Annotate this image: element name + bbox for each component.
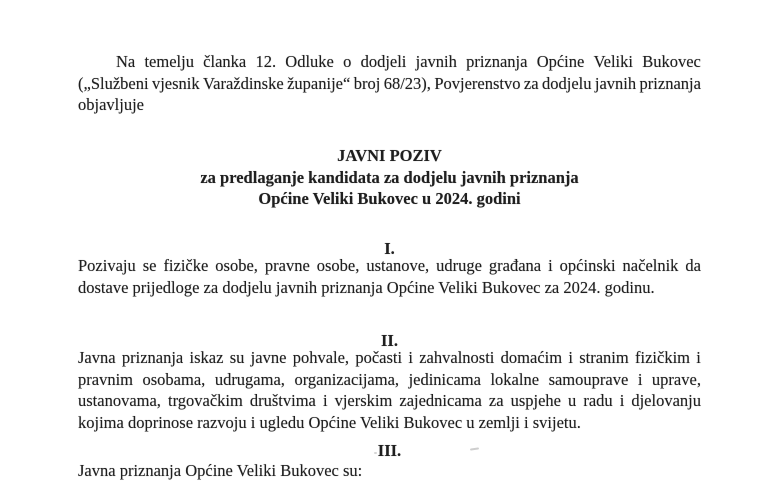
text-line: ustanovama, trgovačkim društvima i vjerskim zajednicama za uspjehe u radu i djelovanju — [78, 391, 701, 411]
intro-paragraph — [78, 51, 701, 116]
section-paragraph-2 — [78, 347, 701, 434]
section-number-2: II. — [381, 331, 398, 350]
section-paragraph-1 — [78, 255, 701, 298]
text-line: kojima doprinose razvoju i ugledu Općine Veliki Bukovec u zemlji i svijetu. — [78, 413, 581, 433]
text-line: pravnim osobama, udrugama, organizacijama, jedinicama lokalne samouprave i uprave, — [78, 369, 701, 389]
title-subtitle-1: za predlaganje kandidata za dodjelu javnih priznanja — [200, 167, 579, 187]
section-paragraph-3 — [78, 460, 701, 482]
text-line: Pozivaju se fizičke osobe, pravne osobe, ustanove, udruge građana i općinski načelnik da — [78, 256, 701, 275]
text-line: Javna priznanja iskaz su javne pohvale, počasti i zahvalnosti domaćim i stranim fizičkim i — [78, 348, 701, 367]
scan-artifact-dot — [374, 452, 377, 454]
section-number-1: I. — [384, 239, 395, 258]
title-main: JAVNI POZIV — [337, 146, 442, 165]
section-number-3: III. — [377, 441, 402, 460]
title-subtitle-2: Općine Veliki Bukovec u 2024. godini — [258, 189, 521, 208]
text-line: („Službeni vjesnik Varaždinske županije“ broj 68/23), Povjerenstvo za dodjelu javnih priznanja — [78, 73, 701, 93]
text-line: dostave prijedloge za dodjelu javnih priznanja Općine Veliki Bukovec za 2024. godinu. — [78, 277, 655, 297]
text-line: Na temelju članka 12. Odluke o dodjeli javnih priznanja Općine Veliki Bukovec — [116, 52, 701, 71]
text-line: objavljuje — [78, 95, 144, 115]
text-line: Javna priznanja Općine Veliki Bukovec su: — [78, 461, 363, 480]
document-title — [78, 145, 701, 210]
